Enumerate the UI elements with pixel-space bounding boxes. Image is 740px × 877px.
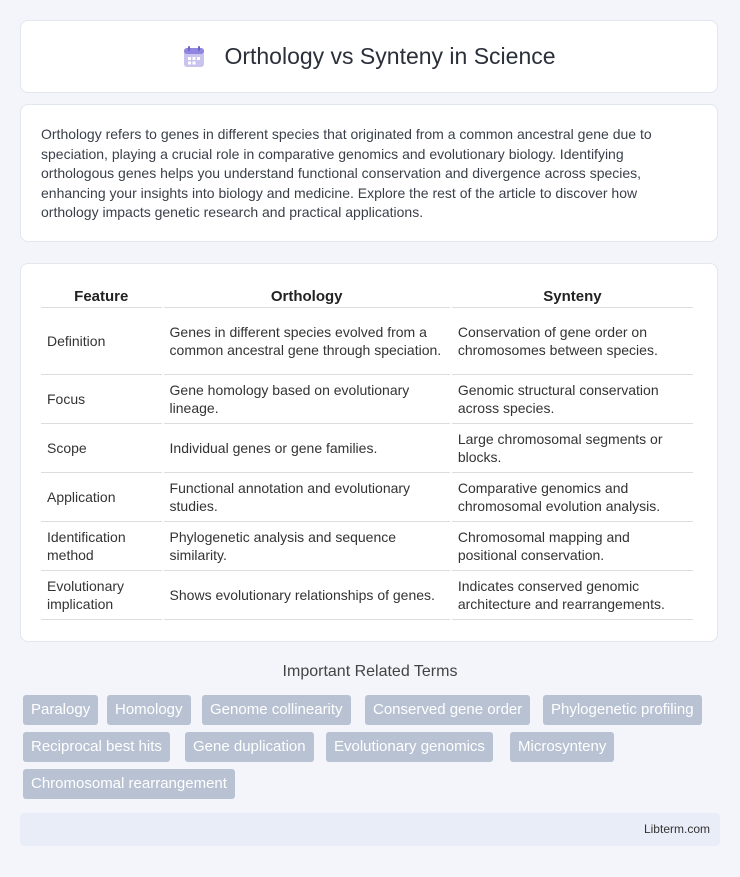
synteny-cell: Indicates conserved genomic architecture and rearrangements. <box>452 571 693 620</box>
tag-genome-collinearity[interactable]: Genome collinearity <box>202 695 351 725</box>
column-header: Orthology <box>164 284 450 308</box>
page-title: Orthology vs Synteny in Science <box>224 43 556 69</box>
tag-gene-duplication[interactable]: Gene duplication <box>185 732 314 762</box>
tag-microsynteny[interactable]: Microsynteny <box>510 732 614 762</box>
orthology-cell: Individual genes or gene families. <box>164 424 450 473</box>
orthology-cell: Genes in different species evolved from a common ancestral gene through speciation. <box>164 308 450 375</box>
intro-text: Orthology refers to genes in different species that originated from a common ancestral gene due to speciation, playing a crucial role in comparative genomics and evolutionary biology. Identifying orthologous genes helps you understand functional conservation and divergence across species, enhancing your insights into biology and medicine. Explore the rest of the article to discover how orthology impacts genetic research and practical applications. <box>41 126 652 221</box>
table-row <box>41 375 693 424</box>
table-row <box>41 571 693 620</box>
feature-cell: Scope <box>41 424 162 473</box>
feature-cell: Definition <box>41 308 162 375</box>
tag-homology[interactable]: Homology <box>107 695 191 725</box>
column-header: Feature <box>41 284 162 308</box>
table-row <box>41 522 693 571</box>
synteny-cell: Large chromosomal segments or blocks. <box>452 424 693 473</box>
feature-cell: Application <box>41 473 162 522</box>
feature-cell: Identification method <box>41 522 162 571</box>
feature-cell: Focus <box>41 375 162 424</box>
intro-card <box>20 104 718 242</box>
feature-cell: Evolutionary implication <box>41 571 162 620</box>
synteny-cell: Conservation of gene order on chromosomes between species. <box>452 308 693 375</box>
synteny-cell: Genomic structural conservation across species. <box>452 375 693 424</box>
comparison-table <box>39 284 695 620</box>
tag-reciprocal-best-hits[interactable]: Reciprocal best hits <box>23 732 170 762</box>
header-card <box>20 20 718 93</box>
footer <box>20 813 720 846</box>
comparison-table-card <box>20 263 718 642</box>
synteny-cell: Comparative genomics and chromosomal evolution analysis. <box>452 473 693 522</box>
table-row <box>41 424 693 473</box>
table-row <box>41 473 693 522</box>
related-terms-title: Important Related Terms <box>282 663 458 680</box>
tag-chromosomal-rearrangement[interactable]: Chromosomal rearrangement <box>23 769 235 799</box>
tag-phylogenetic-profiling[interactable]: Phylogenetic profiling <box>543 695 702 725</box>
table-row <box>41 308 693 375</box>
tag-evolutionary-genomics[interactable]: Evolutionary genomics <box>326 732 493 762</box>
calendar-icon <box>182 45 206 69</box>
orthology-cell: Phylogenetic analysis and sequence similarity. <box>164 522 450 571</box>
column-header: Synteny <box>452 284 693 308</box>
orthology-cell: Functional annotation and evolutionary studies. <box>164 473 450 522</box>
orthology-cell: Shows evolutionary relationships of genes. <box>164 571 450 620</box>
footer-site-link[interactable]: Libterm.com <box>643 822 710 836</box>
tag-conserved-gene-order[interactable]: Conserved gene order <box>365 695 530 725</box>
orthology-cell: Gene homology based on evolutionary lineage. <box>164 375 450 424</box>
tag-paralogy[interactable]: Paralogy <box>23 695 98 725</box>
synteny-cell: Chromosomal mapping and positional conservation. <box>452 522 693 571</box>
